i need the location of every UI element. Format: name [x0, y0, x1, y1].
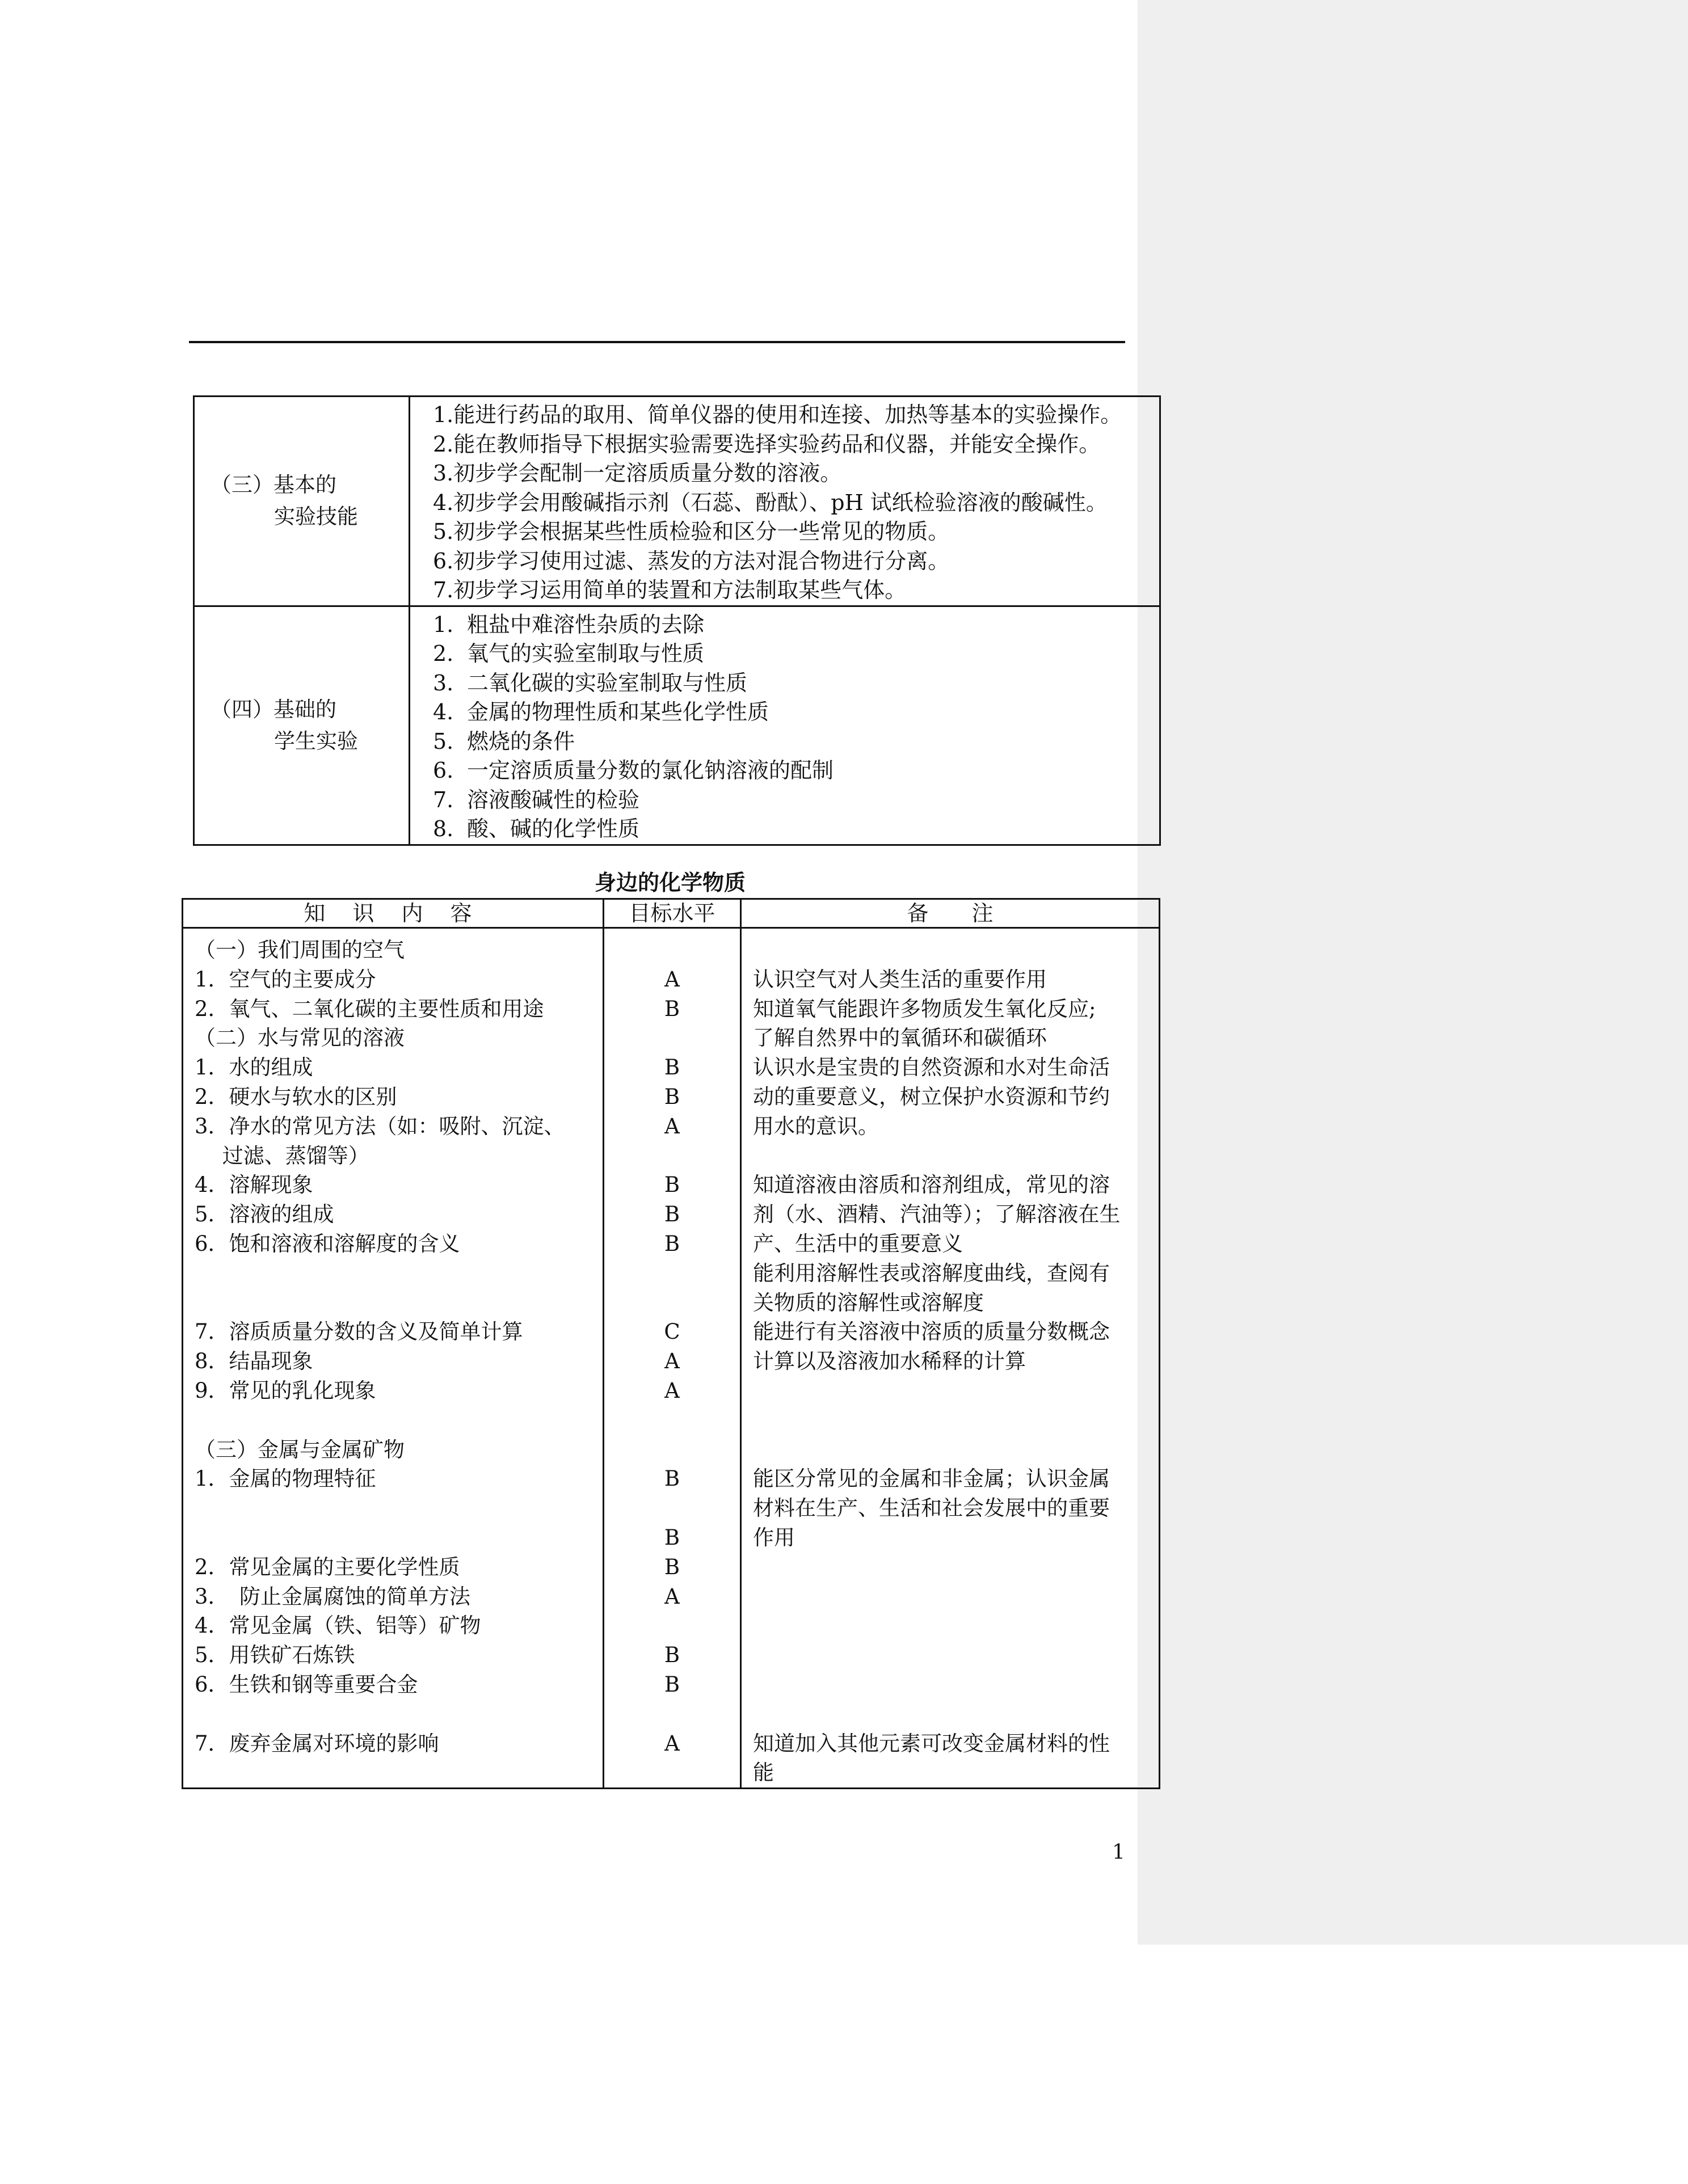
- remark-line: 动的重要意义，树立保护水资源和节约: [753, 1084, 1110, 1109]
- list-item: [433, 698, 1159, 727]
- skills-item-list: [410, 606, 1160, 845]
- item-number: 1.: [433, 612, 454, 637]
- knowledge-item: （一）我们周围的空气: [195, 938, 405, 962]
- level-value: B: [664, 1055, 680, 1080]
- target-level-column: [604, 928, 741, 1789]
- knowledge-item: （三）金属与金属矿物: [195, 1437, 405, 1462]
- remark-line: 关物质的溶解性或溶解度: [753, 1290, 984, 1315]
- item-text: 初步学会配制一定溶质质量分数的溶液。: [453, 461, 842, 486]
- remark-line: [753, 935, 1159, 965]
- list-item: [433, 639, 1159, 669]
- level-value: A: [664, 1114, 680, 1139]
- item-number: 2.: [433, 641, 454, 666]
- remark-line: 能: [753, 1760, 774, 1785]
- page-number: 1: [1112, 1841, 1125, 1864]
- knowledge-item: [195, 1758, 603, 1787]
- list-item: [433, 517, 1159, 547]
- knowledge-item: 6．生铁和钢等重要合金: [195, 1672, 418, 1697]
- level-value: [604, 1435, 740, 1465]
- knowledge-item: 1．金属的物理特征: [195, 1466, 376, 1491]
- knowledge-item: （二）水与常见的溶液: [195, 1026, 405, 1051]
- knowledge-item: 4．常见金属（铁、铝等）矿物: [195, 1613, 481, 1638]
- item-text: 初步学习运用简单的装置和方法制取某些气体。: [453, 577, 907, 602]
- remark-line: 剂（水、酒精、汽油等）；了解溶液在生: [753, 1202, 1121, 1227]
- remark-line: 知道加入其他元素可改变金属材料的性: [753, 1731, 1110, 1756]
- remark-line: 知道氧气能跟许多物质发生氧化反应;: [753, 996, 1096, 1021]
- header-knowledge-content: 知 识 内 容: [183, 899, 604, 928]
- remark-line: [753, 1376, 1159, 1406]
- knowledge-item: 2．硬水与软水的区别: [195, 1084, 397, 1109]
- skills-row: [194, 606, 1160, 845]
- remark-line: 作用: [753, 1525, 795, 1550]
- knowledge-item: 5．用铁矿石炼铁: [195, 1643, 355, 1668]
- table-header-row: [183, 899, 1160, 928]
- knowledge-item: 7．溶质质量分数的含义及简单计算: [195, 1319, 523, 1344]
- knowledge-item: 2．常见金属的主要化学性质: [195, 1554, 460, 1579]
- category-label-line: 实验技能: [274, 504, 358, 529]
- level-value: A: [664, 1378, 680, 1403]
- remark-line: 认识空气对人类生活的重要作用: [753, 967, 1047, 992]
- item-text: 燃烧的条件: [467, 728, 575, 754]
- remark-line: 能利用溶解性表或溶解度曲线，查阅有: [753, 1260, 1110, 1285]
- remark-line: [753, 1141, 1159, 1171]
- level-value: B: [664, 1084, 680, 1109]
- skills-category-label: [194, 397, 410, 606]
- level-value: A: [664, 1731, 680, 1756]
- level-value: B: [664, 1554, 680, 1579]
- level-value: C: [664, 1319, 680, 1344]
- level-value: A: [664, 1349, 680, 1374]
- level-value: [604, 1758, 740, 1787]
- item-text: 初步学会用酸碱指示剂（石蕊、酚酞）、pH 试纸检验溶液的酸碱性。: [453, 490, 1108, 515]
- level-value: [604, 935, 740, 965]
- remark-line: [753, 1435, 1159, 1465]
- level-value: [604, 1141, 740, 1171]
- remark-line: 能进行有关溶液中溶质的质量分数概念: [753, 1319, 1110, 1344]
- item-text: 初步学会根据某些性质检验和区分一些常见的物质。: [453, 519, 950, 544]
- category-label-line: （四）基础的: [211, 697, 336, 722]
- list-item: [433, 576, 1159, 605]
- list-item: [433, 727, 1159, 757]
- level-value: A: [664, 967, 680, 992]
- knowledge-item: [195, 1259, 603, 1288]
- remark-line: 认识水是宝贵的自然资源和水对生命活: [753, 1055, 1110, 1080]
- level-value: [604, 1023, 740, 1053]
- category-label-line: （三）基本的: [211, 473, 336, 497]
- experiment-skills-table: [193, 395, 1161, 846]
- item-text: 能进行药品的取用、简单仪器的使用和连接、加热等基本的实验操作。: [453, 402, 1122, 427]
- section-title: 身边的化学物质: [594, 870, 746, 895]
- level-value: B: [664, 1466, 680, 1491]
- knowledge-item: 1．水的组成: [195, 1055, 313, 1080]
- list-item: [433, 756, 1159, 786]
- remark-line: [753, 1641, 1159, 1670]
- item-number: 6.: [433, 758, 454, 783]
- item-text: 酸、碱的化学性质: [467, 816, 640, 841]
- remark-line: [753, 1700, 1159, 1729]
- knowledge-item: 6．饱和溶液和溶解度的含义: [195, 1231, 460, 1256]
- item-text: 溶液酸碱性的检验: [467, 787, 640, 812]
- knowledge-item: 2．氧气、二氧化碳的主要性质和用途: [195, 996, 544, 1021]
- knowledge-item: 4．溶解现象: [195, 1173, 313, 1198]
- list-item: [433, 400, 1159, 430]
- header-target-level: 目标水平: [604, 899, 741, 928]
- list-item: [433, 459, 1159, 488]
- remark-line: [753, 1611, 1159, 1641]
- knowledge-item: 3．净水的常见方法（如：吸附、沉淀、: [195, 1114, 565, 1139]
- level-value: B: [664, 1672, 680, 1697]
- remark-line: 产、生活中的重要意义: [753, 1231, 963, 1256]
- level-value: [604, 1259, 740, 1288]
- knowledge-item: 5．溶液的组成: [195, 1202, 334, 1227]
- level-value: [604, 1700, 740, 1729]
- knowledge-item: 过滤、蒸馏等）: [195, 1143, 369, 1168]
- item-number: 8.: [433, 816, 454, 841]
- remarks-column: [741, 928, 1160, 1789]
- remark-line: 材料在生产、生活和社会发展中的重要: [753, 1496, 1110, 1521]
- knowledge-item: 8．结晶现象: [195, 1349, 313, 1374]
- knowledge-item: 3． 防止金属腐蚀的简单方法: [195, 1584, 471, 1609]
- item-number: 2.: [433, 431, 454, 457]
- category-label-line: 学生实验: [274, 728, 358, 753]
- remark-line: 能区分常见的金属和非金属；认识金属: [753, 1466, 1110, 1491]
- knowledge-item: 1．空气的主要成分: [195, 967, 376, 992]
- item-text: 二氧化碳的实验室制取与性质: [467, 670, 748, 695]
- item-number: 6.: [433, 548, 454, 574]
- item-text: 粗盐中难溶性杂质的去除: [467, 612, 705, 637]
- header-remarks: 备 注: [741, 899, 1160, 928]
- list-item: [433, 610, 1159, 640]
- remark-line: 计算以及溶液加水稀释的计算: [753, 1349, 1026, 1374]
- level-value: [604, 1611, 740, 1641]
- level-value: [604, 1494, 740, 1523]
- list-item: [433, 547, 1159, 576]
- table-body-row: [183, 928, 1160, 1789]
- remark-line: [753, 1406, 1159, 1435]
- remark-line: 了解自然界中的氧循环和碳循环: [753, 1026, 1047, 1051]
- knowledge-item: [195, 1700, 603, 1729]
- item-number: 7.: [433, 787, 454, 812]
- item-text: 金属的物理性质和某些化学性质: [467, 699, 769, 724]
- item-text: 一定溶质质量分数的氯化钠溶液的配制: [467, 758, 834, 783]
- skills-category-label: [194, 606, 410, 845]
- knowledge-item: 7．废弃金属对环境的影响: [195, 1731, 439, 1756]
- skills-item-list: [410, 397, 1160, 606]
- knowledge-item: [195, 1288, 603, 1318]
- remark-line: 知道溶液由溶质和溶剂组成，常见的溶: [753, 1173, 1110, 1198]
- list-item: [433, 488, 1159, 518]
- remark-line: [753, 1670, 1159, 1700]
- level-value: [604, 1288, 740, 1318]
- list-item: [433, 786, 1159, 815]
- knowledge-content-column: [183, 928, 604, 1789]
- list-item: [433, 669, 1159, 698]
- item-text: 氧气的实验室制取与性质: [467, 641, 705, 666]
- level-value: B: [664, 1525, 680, 1550]
- header-rule: [189, 341, 1125, 343]
- comment-pane: [1138, 0, 1688, 1945]
- item-number: 7.: [433, 577, 454, 602]
- level-value: B: [664, 1643, 680, 1668]
- item-number: 4.: [433, 490, 454, 515]
- level-value: A: [664, 1584, 680, 1609]
- list-item: [433, 815, 1159, 844]
- level-value: B: [664, 1202, 680, 1227]
- knowledge-table: [182, 898, 1160, 1789]
- remark-line: 用水的意识。: [753, 1114, 879, 1139]
- knowledge-item: [195, 1523, 603, 1553]
- item-number: 3.: [433, 670, 454, 695]
- level-value: B: [664, 996, 680, 1021]
- item-number: 1.: [433, 402, 454, 427]
- item-number: 4.: [433, 699, 454, 724]
- level-value: B: [664, 1173, 680, 1198]
- remark-line: [753, 1582, 1159, 1612]
- knowledge-item: [195, 1406, 603, 1435]
- item-text: 初步学习使用过滤、蒸发的方法对混合物进行分离。: [453, 548, 950, 574]
- item-number: 5.: [433, 728, 454, 754]
- item-number: 3.: [433, 461, 454, 486]
- list-item: [433, 430, 1159, 459]
- knowledge-item: [195, 1494, 603, 1523]
- level-value: B: [664, 1231, 680, 1256]
- knowledge-item: 9．常见的乳化现象: [195, 1378, 376, 1403]
- item-text: 能在教师指导下根据实验需要选择实验药品和仪器，并能安全操作。: [453, 431, 1101, 457]
- skills-row: [194, 397, 1160, 606]
- item-number: 5.: [433, 519, 454, 544]
- level-value: [604, 1406, 740, 1435]
- remark-line: [753, 1553, 1159, 1582]
